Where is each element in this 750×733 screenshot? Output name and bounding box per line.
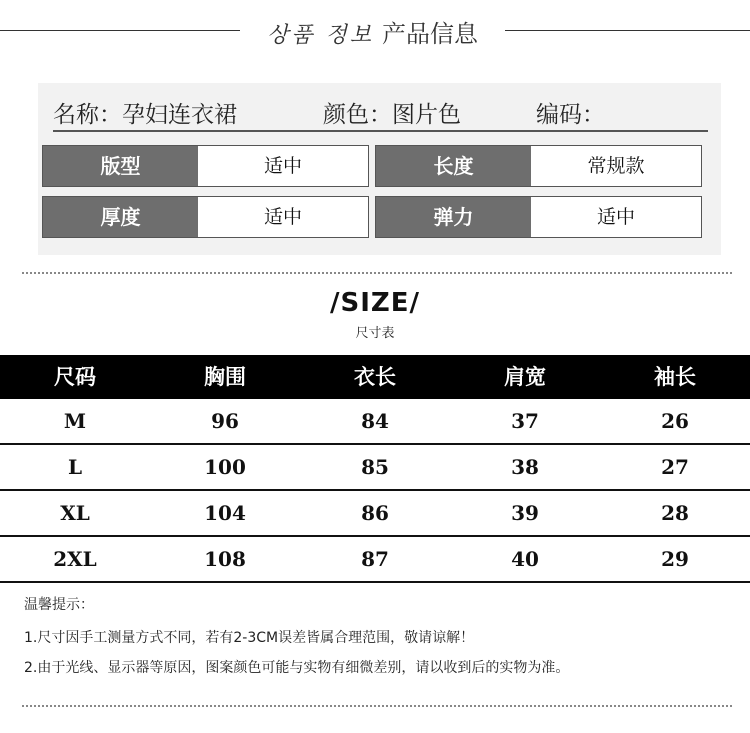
size-title: /SIZE/ bbox=[329, 288, 420, 318]
section-title bbox=[240, 14, 505, 49]
attribute-key: 弹力 bbox=[376, 197, 531, 237]
size-table bbox=[0, 355, 750, 583]
table-cell: 87 bbox=[361, 547, 389, 571]
header-rule-left bbox=[0, 30, 240, 31]
header-cell: 衣长 bbox=[354, 365, 396, 389]
table-cell: 2XL bbox=[53, 547, 97, 571]
attribute-key: 厚度 bbox=[43, 197, 198, 237]
table-row bbox=[0, 491, 750, 537]
header-cell: 肩宽 bbox=[504, 365, 546, 389]
table-cell: L bbox=[67, 455, 83, 479]
attribute-value: 适中 bbox=[263, 206, 302, 228]
table-cell: 38 bbox=[511, 455, 539, 479]
table-cell: 37 bbox=[511, 409, 539, 433]
table-row bbox=[0, 399, 750, 445]
header-rule-right bbox=[505, 30, 750, 31]
size-subtitle: 尺寸表 bbox=[355, 326, 395, 341]
table-cell: 84 bbox=[361, 409, 389, 433]
note-item: 1.尺寸因手工测量方式不同，若有2-3CM误差皆属合理范围，敬请谅解！ bbox=[24, 630, 475, 646]
product-code: 编码： bbox=[536, 102, 605, 128]
table-row bbox=[0, 445, 750, 491]
table-cell: 39 bbox=[511, 501, 539, 525]
section-title-korean: 상품 정보 bbox=[266, 23, 374, 48]
product-info-line bbox=[53, 96, 708, 132]
table-cell: 40 bbox=[511, 547, 539, 571]
product-color: 颜色：图片色 bbox=[323, 102, 461, 128]
table-cell: 86 bbox=[361, 501, 389, 525]
attribute-value: 常规款 bbox=[587, 155, 645, 177]
table-cell: 108 bbox=[204, 547, 246, 571]
section-title-chinese: 产品信息 bbox=[382, 20, 478, 48]
table-cell: 100 bbox=[204, 455, 246, 479]
product-name: 名称：孕妇连衣裙 bbox=[53, 102, 237, 128]
table-row bbox=[0, 537, 750, 583]
table-cell: 29 bbox=[661, 547, 689, 571]
table-cell: 26 bbox=[661, 409, 689, 433]
attribute-value: 适中 bbox=[263, 155, 302, 177]
header-cell: 胸围 bbox=[204, 365, 246, 389]
notes-heading: 温馨提示： bbox=[24, 597, 94, 613]
attribute-thickness bbox=[42, 196, 369, 238]
attribute-key: 长度 bbox=[376, 146, 531, 186]
attribute-fit bbox=[42, 145, 369, 187]
table-cell: 27 bbox=[661, 455, 689, 479]
table-cell: 85 bbox=[361, 455, 389, 479]
table-cell: 104 bbox=[204, 501, 246, 525]
attribute-value: 适中 bbox=[596, 206, 635, 228]
dotted-divider bbox=[22, 705, 732, 707]
table-cell: 28 bbox=[661, 501, 689, 525]
table-cell: XL bbox=[60, 501, 90, 525]
attribute-elasticity bbox=[375, 196, 702, 238]
size-table-header bbox=[0, 355, 750, 399]
attribute-length bbox=[375, 145, 702, 187]
header-cell: 尺码 bbox=[54, 365, 96, 389]
note-item: 2.由于光线、显示器等原因，图案颜色可能与实物有细微差别，请以收到后的实物为准。 bbox=[24, 660, 570, 676]
header-cell: 袖长 bbox=[654, 365, 696, 389]
table-cell: 96 bbox=[211, 409, 239, 433]
dotted-divider bbox=[22, 272, 732, 274]
attribute-key: 版型 bbox=[43, 146, 198, 186]
table-cell: M bbox=[63, 409, 87, 433]
